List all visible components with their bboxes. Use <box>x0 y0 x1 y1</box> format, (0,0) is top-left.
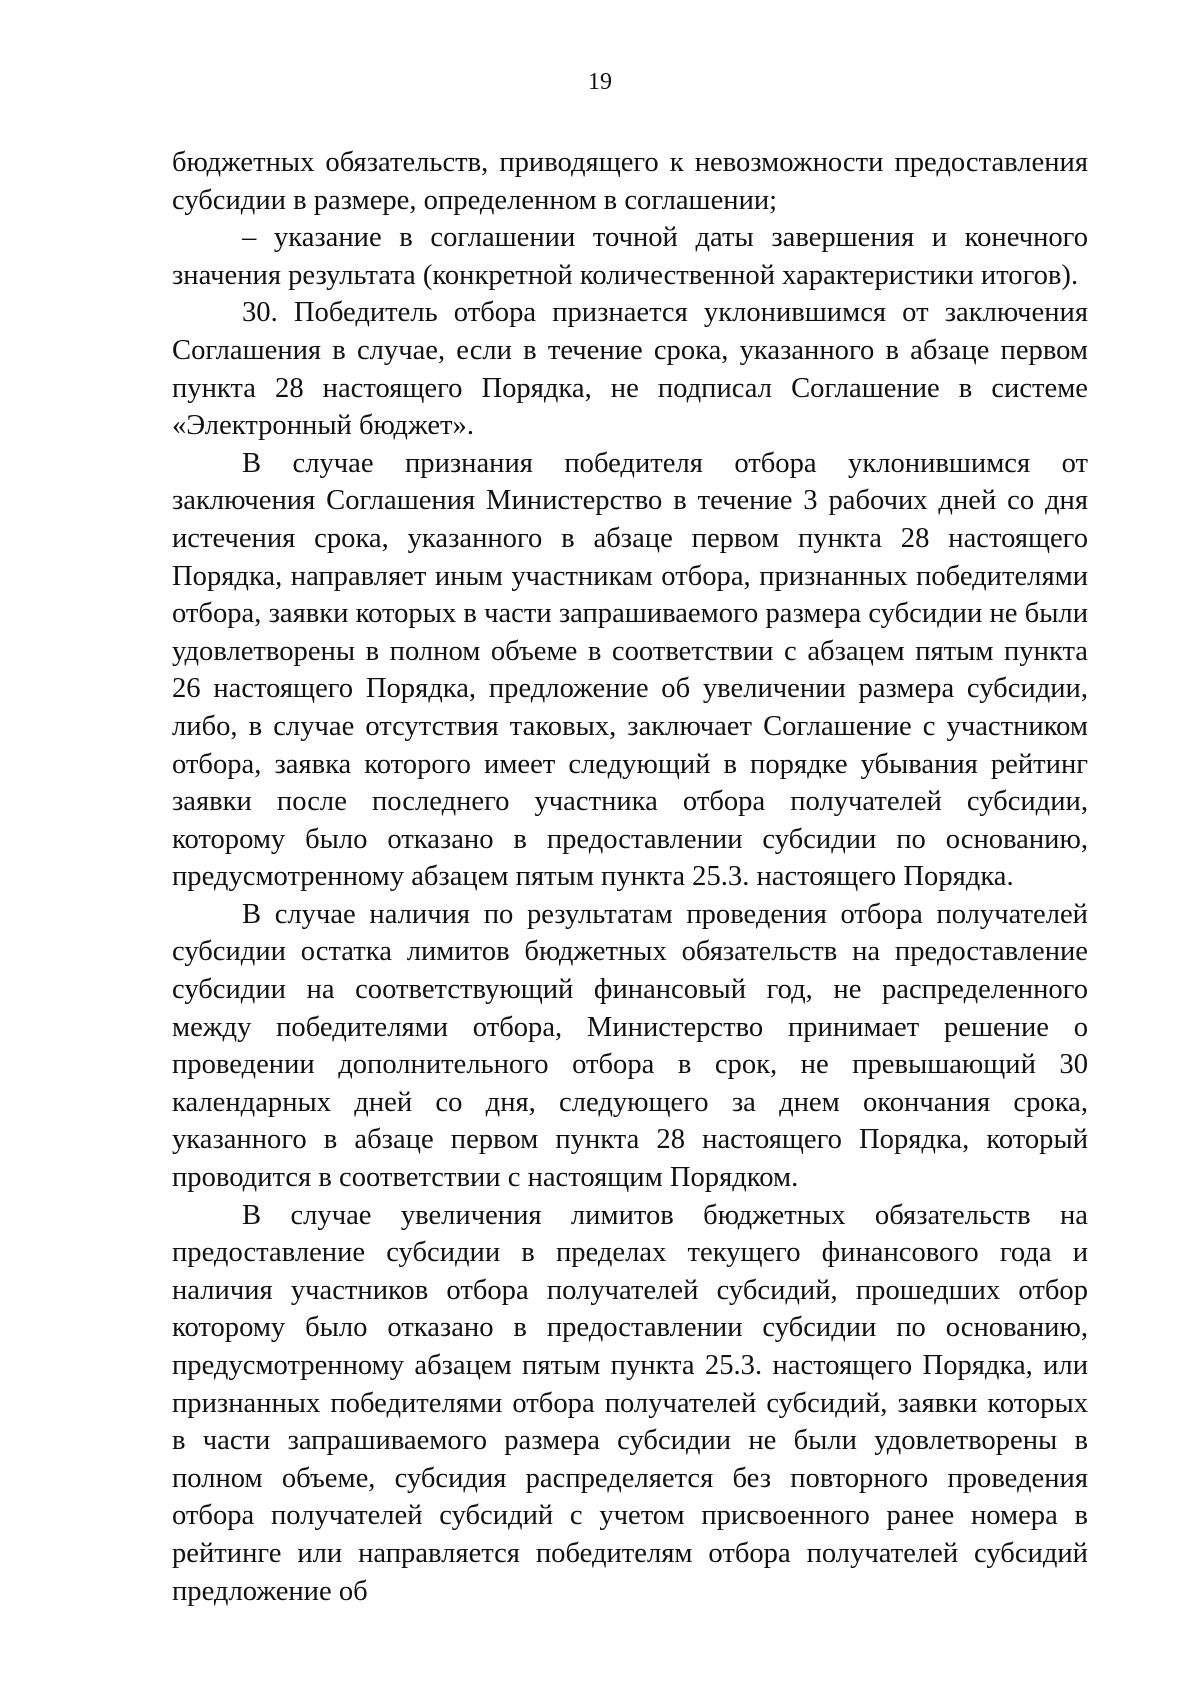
paragraph-continuation: бюджетных обязательств, приводящего к невозможности предоставления субсидии в размере, определенном в соглашении; <box>172 147 1088 216</box>
page-number: 19 <box>588 69 612 95</box>
paragraph: В случае увеличения лимитов бюджетных обязательств на предоставление субсидии в пределах текущего финансового года и наличия участников отбора получателей субсидий, прошедших отбор которому было отказано в предоставлении субсидии по основанию, предусмотренному абзацем пятым пункта 25.3. настоящего Порядка, или признанных победителями отбора получателей субсидий, заявки которых в части запрашиваемого размера субсидии не были удовлетворены в полном объеме, субсидия распределяется без повторного проведения отбора получателей субсидий с учетом присвоенного ранее номера в рейтинге или направляется победителям отбора получателей субсидий предложение об <box>172 1199 1088 1607</box>
paragraph-list-item: – указание в соглашении точной даты завершения и конечного значения результата (конкретной количественной характеристики итогов). <box>172 222 1088 291</box>
paragraph-clause-30: 30. Победитель отбора признается уклонившимся от заключения Соглашения в случае, если в течение срока, указанного в абзаце первом пункта 28 настоящего Порядка, не подписал Соглашение в системе «Электронный бюджет». <box>172 297 1088 442</box>
paragraph: В случае признания победителя отбора уклонившимся от заключения Соглашения Министерство в течение 3 рабочих дней со дня истечения срока, указанного в абзаце первом пункта 28 настоящего Порядка, направляет иным участникам отбора, признанных победителями отбора, заявки которых в части запрашиваемого размера субсидии не были удовлетворены в полном объеме в соответствии с абзацем пятым пункта 26 настоящего Порядка, предложение об увеличении размера субсидии, либо, в случае отсутствия таковых, заключает Соглашение с участником отбора, заявка которого имеет следующий в порядке убывания рейтинг заявки после последнего участника отбора получателей субсидии, которому было отказано в предоставлении субсидии по основанию, предусмотренному абзацем пятым пункта 25.3. настоящего Порядка. <box>172 447 1088 893</box>
document-body <box>172 144 1088 1610</box>
paragraph: В случае наличия по результатам проведения отбора получателей субсидии остатка лимитов бюджетных обязательств на предоставление субсидии на соответствующий финансовый год, не распределенного между победителями отбора, Министерство принимает решение о проведении дополнительного отбора в срок, не превышающий 30 календарных дней со дня, следующего за днем окончания срока, указанного в абзаце первом пункта 28 настоящего Порядка, который проводится в соответствии с настоящим Порядком. <box>172 898 1088 1194</box>
